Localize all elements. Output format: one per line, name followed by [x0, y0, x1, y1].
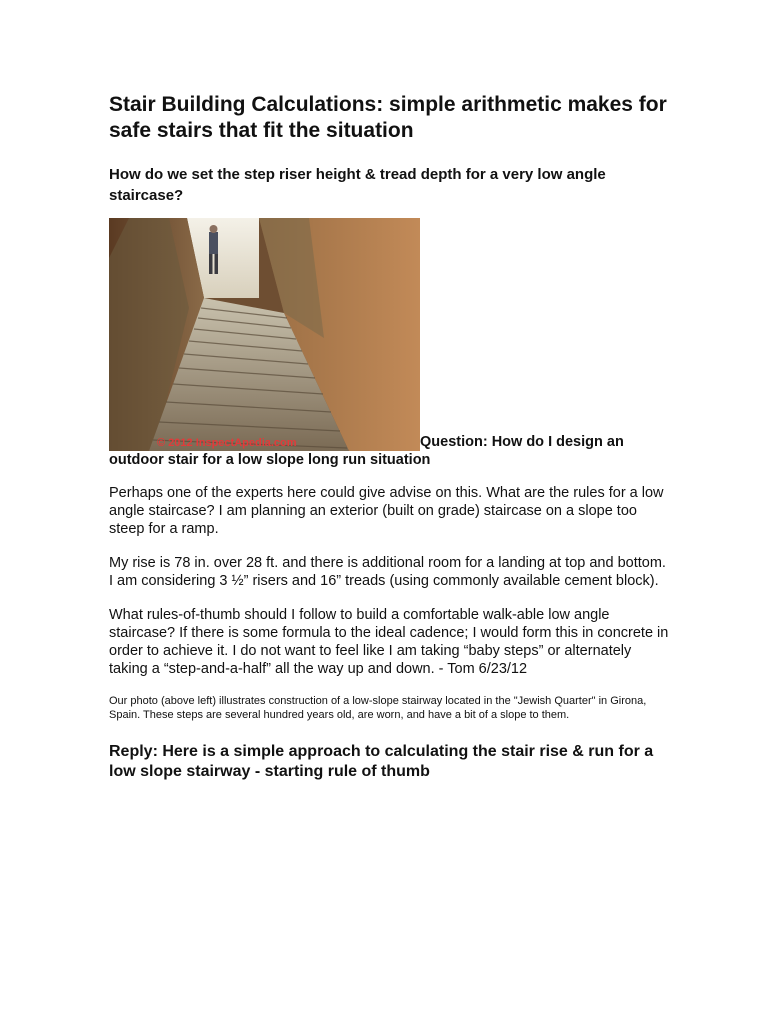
paragraph-2: My rise is 78 in. over 28 ft. and there is additional room for a landing at top and bottom. I am considering 3 ½” risers and 16” treads (using commonly available cement block).: [109, 555, 666, 589]
photo-watermark: © 2012 InspectApedia.com: [157, 437, 297, 449]
page-subtitle: How do we set the step riser height & tread depth for a very low angle staircase?: [109, 166, 606, 204]
question-heading: Question: How do I design an outdoor stair for a low slope long run situation: [109, 434, 624, 468]
stairway-photo: [109, 218, 420, 451]
photo-caption: Our photo (above left) illustrates construction of a low-slope stairway located in the "Jewish Quarter" in Girona, Spain. These steps are several hundred years old, are worn, and have a bit of a slope to them.: [109, 695, 647, 721]
paragraph-3: What rules-of-thumb should I follow to build a comfortable walk-able low angle staircase? If there is some formula to the ideal cadence; I would form this in concrete in order to achieve it. I do not want to feel like I am taking “baby steps” or alternately taking a “step-and-a-half” all the way up and down. - Tom 6/23/12: [109, 607, 669, 677]
document-page: [109, 92, 669, 782]
page-title: Stair Building Calculations: simple arithmetic makes for safe stairs that fit the situation: [109, 93, 667, 142]
reply-heading: Reply: Here is a simple approach to calculating the stair rise & run for a low slope stairway - starting rule of thumb: [109, 743, 654, 780]
paragraph-1: Perhaps one of the experts here could give advise on this. What are the rules for a low angle staircase? I am planning an exterior (built on grade) staircase on a slope too steep for a ramp.: [109, 485, 664, 537]
question-block: [109, 218, 669, 469]
